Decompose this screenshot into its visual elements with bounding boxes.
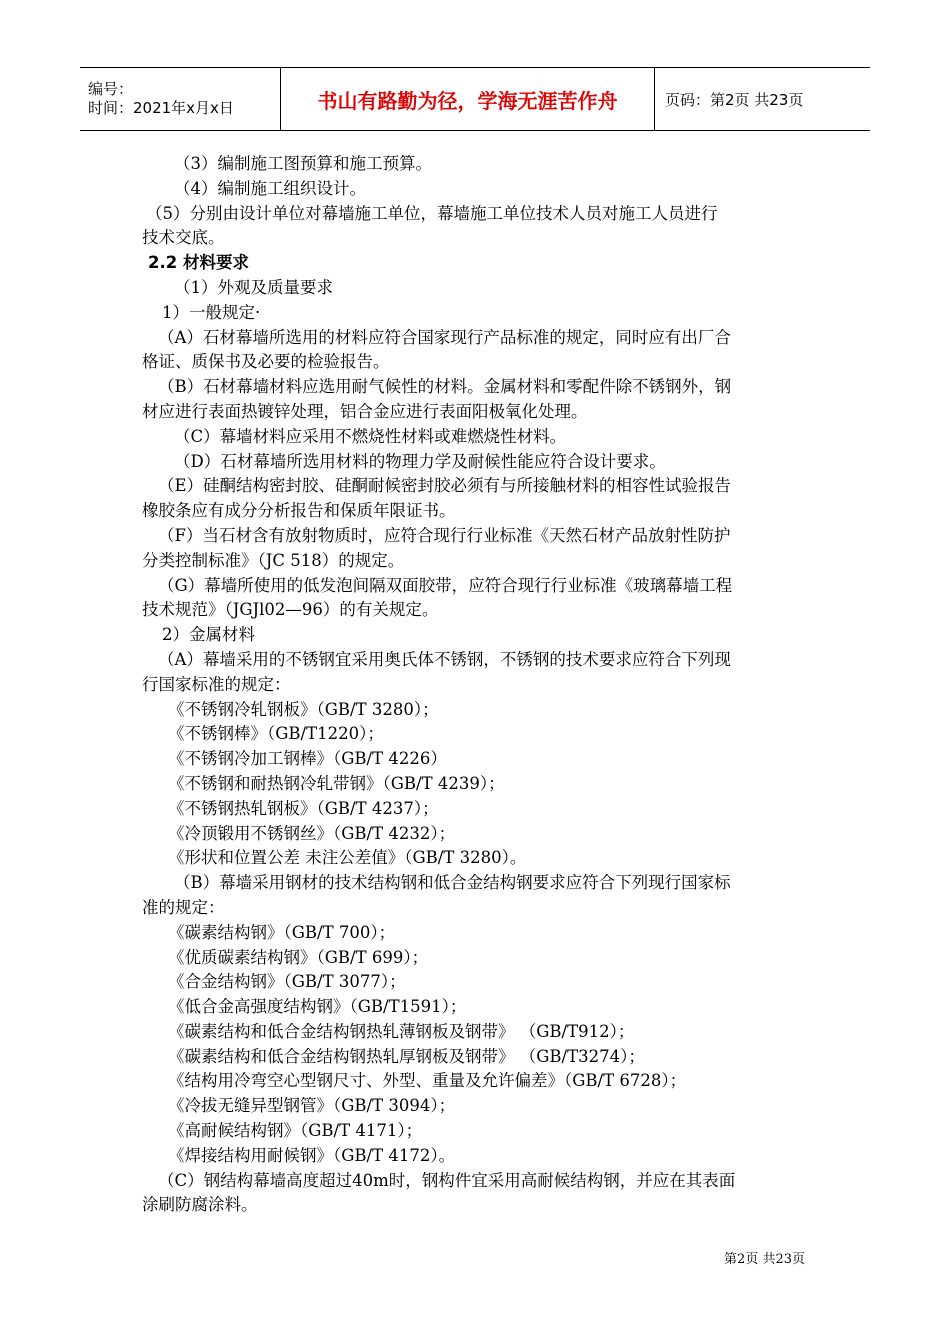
document-number-label: 编号： (88, 80, 134, 98)
body-text-line: （F）当石材含有放射物质时，应符合现行行业标准《天然石材产品放射性防护 (158, 525, 731, 545)
standard-reference-line: 《碳素结构和低合金结构钢热轧厚钢板及钢带》 （GB/T3274）； (168, 1046, 645, 1066)
standard-reference-line: 《优质碳素结构钢》（GB/T 699）； (168, 947, 429, 967)
standard-reference-line: 《碳素结构钢》（GB/T 700）； (168, 922, 396, 942)
body-text-line: 1）一般规定· (162, 302, 261, 322)
standard-reference-line: 《不锈钢热轧钢板》（GB/T 4237）； (168, 798, 439, 818)
body-text-line: 涂刷防腐涂料。 (142, 1195, 258, 1215)
section-heading: 2.2 材料要求 (148, 253, 249, 273)
footer-page-number: 第2页 共23页 (724, 1252, 805, 1267)
body-text-line: 2）金属材料 (162, 625, 255, 645)
standard-reference-line: 《冷拔无缝异型钢管》（GB/T 3094）； (168, 1096, 456, 1116)
standard-reference-line: 《不锈钢和耐热钢冷轧带钢》（GB/T 4239）； (168, 773, 505, 793)
body-text-line: （A）幕墙采用的不锈钢宜采用奥氏体不锈钢，不锈钢的技术要求应符合下列现 (158, 649, 731, 669)
document-body (142, 152, 812, 1218)
page-footer (724, 1248, 805, 1267)
header-motto (281, 68, 655, 130)
standard-reference-line: 《不锈钢棒》（GB/T1220）； (168, 724, 384, 744)
standard-reference-line: 《结构用冷弯空心型钢尺寸、外型、重量及允许偏差》（GB/T 6728）； (168, 1071, 687, 1091)
standard-reference-line: 《不锈钢冷轧钢板》（GB/T 3280）； (168, 699, 439, 719)
body-text-line: （1）外观及质量要求 (174, 277, 333, 297)
body-text-line: 分类控制标准》（JC 518）的规定。 (142, 550, 405, 570)
page-code-text: 页码：第2页 共23页 (665, 90, 804, 109)
document-time-label: 时间：2021年x月x日 (88, 99, 234, 117)
page-header (80, 67, 870, 131)
body-text-line: （G）幕墙所使用的低发泡间隔双面胶带，应符合现行行业标准《玻璃幕墙工程 (158, 575, 733, 595)
standard-reference-line: 《冷顶锻用不锈钢丝》（GB/T 4232）； (168, 823, 456, 843)
body-text-line: 技术规范》（JGJl02—96）的有关规定。 (142, 600, 439, 620)
standard-reference-line: 《不锈钢冷加工钢棒》（GB/T 4226） (168, 749, 447, 769)
header-page-code (655, 68, 870, 130)
body-text-line: （E）硅酮结构密封胶、硅酮耐候密封胶必须有与所接触材料的相容性试验报告 (158, 476, 732, 496)
body-text-line: （C）钢结构幕墙高度超过40m时，钢构件宜采用高耐候结构钢，并应在其表面 (158, 1170, 736, 1190)
standard-reference-line: 《高耐候结构钢》（GB/T 4171）； (168, 1121, 423, 1141)
body-text-line: （4）编制施工组织设计。 (174, 178, 366, 198)
body-text-line: （B）幕墙采用钢材的技术结构钢和低合金结构钢要求应符合下列现行国家标 (174, 873, 731, 893)
standard-reference-line: 《低合金高强度结构钢》（GB/T1591）； (168, 997, 467, 1017)
body-text-line: （A）石材幕墙所选用的材料应符合国家现行产品标准的规定，同时应有出厂合 (158, 327, 731, 347)
body-text-line: 技术交底。 (142, 228, 225, 248)
body-text-line: 橡胶条应有成分分析报告和保质年限证书。 (142, 501, 456, 521)
standard-reference-line: 《形状和位置公差 未注公差值》（GB/T 3280）。 (168, 848, 527, 868)
body-text-line: 格证、质保书及必要的检验报告。 (142, 352, 390, 372)
body-text-line: 材应进行表面热镀锌处理，铝合金应进行表面阳极氧化处理。 (142, 401, 588, 421)
body-text-line: （5）分别由设计单位对幕墙施工单位，幕墙施工单位技术人员对施工人员进行 (146, 203, 718, 223)
body-text-line: （C）幕墙材料应采用不燃烧性材料或难燃烧性材料。 (174, 426, 567, 446)
body-text-line: （3）编制施工图预算和施工预算。 (174, 154, 432, 173)
body-text-line: （D）石材幕墙所选用材料的物理力学及耐候性能应符合设计要求。 (174, 451, 666, 471)
motto-text: 书山有路勤为径，学海无涯苦作舟 (317, 88, 618, 113)
standard-reference-line: 《合金结构钢》（GB/T 3077）； (168, 972, 406, 992)
header-meta (80, 68, 281, 130)
body-text-line: 准的规定： (142, 897, 225, 917)
standard-reference-line: 《焊接结构用耐候钢》（GB/T 4172）。 (168, 1145, 456, 1165)
body-text-line: （B）石材幕墙材料应选用耐气候性的材料。金属材料和零配件除不锈钢外，钢 (158, 377, 732, 397)
standard-reference-line: 《碳素结构和低合金结构钢热轧薄钢板及钢带》 （GB/T912）； (168, 1021, 635, 1041)
body-text-line: 行国家标准的规定： (142, 674, 291, 694)
